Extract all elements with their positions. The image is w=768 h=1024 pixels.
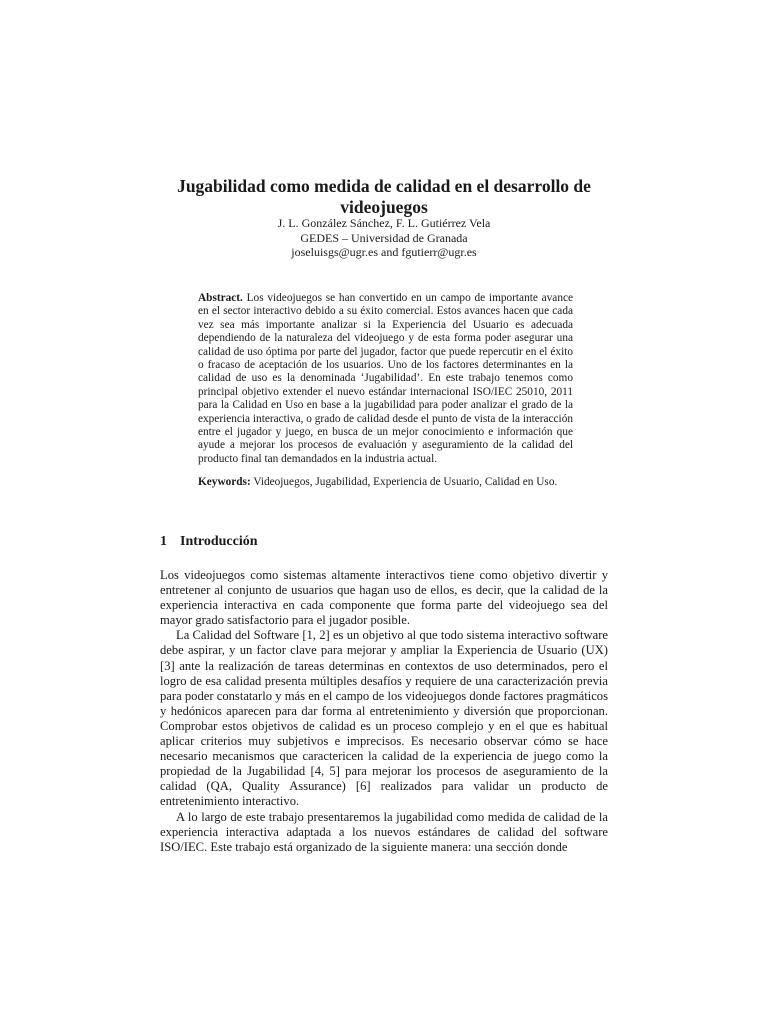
author-affiliation: GEDES – Universidad de Granada (300, 230, 468, 245)
keywords-text: Videojuegos, Jugabilidad, Experiencia de Usuario, Calidad en Uso. (253, 476, 558, 488)
section-number: 1 (160, 534, 167, 549)
section-title: Introducción (180, 534, 258, 549)
abstract (198, 292, 573, 466)
keywords (198, 476, 573, 489)
keywords-label: Keywords: (198, 476, 251, 488)
author-emails: joseluisgs@ugr.es and fgutierr@ugr.es (291, 245, 477, 259)
section-heading (160, 533, 608, 551)
abstract-text: Los videojuegos se han convertido en un campo de importante avance en el sector interactivo debido a su éxito comercial. Estos avances hacen que cada vez sea más importante analizar si la Experiencia del Usuario es adecuada dependiendo de la naturaleza del videojuego y de esta forma poder asegurar una calidad de uso óptima por parte del jugador, factor que puede repercutir en el éxito o fracaso de aceptación de los usuarios. Uno de los factores determinantes en la calidad de uso es la denominada ‘Jugabilidad’. En este trabajo tenemos como principal objetivo extender el nuevo estándar internacional ISO/IEC 25010, 2011 para la Calidad en Uso en base a la jugabilidad para poder analizar el grado de la experiencia interactiva, o grado de calidad desde el punto de vista de la interacción entre el jugador y juego, en busca de un mejor conocimiento e información que ayude a mejorar los procesos de evaluación y aseguramiento de la calidad del producto final tan demandados en la industria actual. (198, 292, 573, 465)
paragraph: A lo largo de este trabajo presentaremos la jugabilidad como medida de calidad de la experiencia interactiva adaptada a los nuevos estándares de calidad del software ISO/IEC. Este trabajo está organizado de la siguiente manera: una sección donde (160, 809, 608, 854)
body-text (160, 568, 608, 855)
author-block (160, 216, 608, 260)
paragraph: Los videojuegos como sistemas altamente interactivos tiene como objetivo divertir y entretener al conjunto de usuarios que hagan uso de ellos, es decir, que la calidad de la experiencia interactiva en cada componente que forma parte del videojuego sea del mayor grado satisfactorio para el jugador posible. (160, 568, 608, 628)
paper-title: Jugabilidad como medida de calidad en el desarrollo de videojuegos (177, 176, 591, 217)
author-names: J. L. González Sánchez, F. L. Gutiérrez Vela (277, 216, 491, 230)
abstract-label: Abstract. (198, 292, 243, 304)
paragraph: La Calidad del Software [1, 2] es un objetivo al que todo sistema interactivo software debe aspirar, y un factor clave para mejorar y ampliar la Experiencia de Usuario (UX) [3] ante la realización de tareas determinas en contextos de uso determinados, pero el logro de esa calidad presenta múltiples desafíos y requiere de una caracterización previa para poder constatarlo y más en el campo de los videojuegos donde factores pragmáticos y hedónicos aparecen para dar forma al entretenimiento y diversión que proporcionan. Comprobar estos objetivos de calidad es un proceso complejo y en el que es habitual aplicar criterios muy subjetivos e imprecisos. Es necesario observar cómo se hace necesario mecanismos que caractericen la calidad de la experiencia de juego como la propiedad de la Jugabilidad [4, 5] para mejorar los procesos de aseguramiento de la calidad (QA, Quality Assurance) [6] realizados para validar un producto de entretenimiento interactivo. (160, 628, 608, 809)
